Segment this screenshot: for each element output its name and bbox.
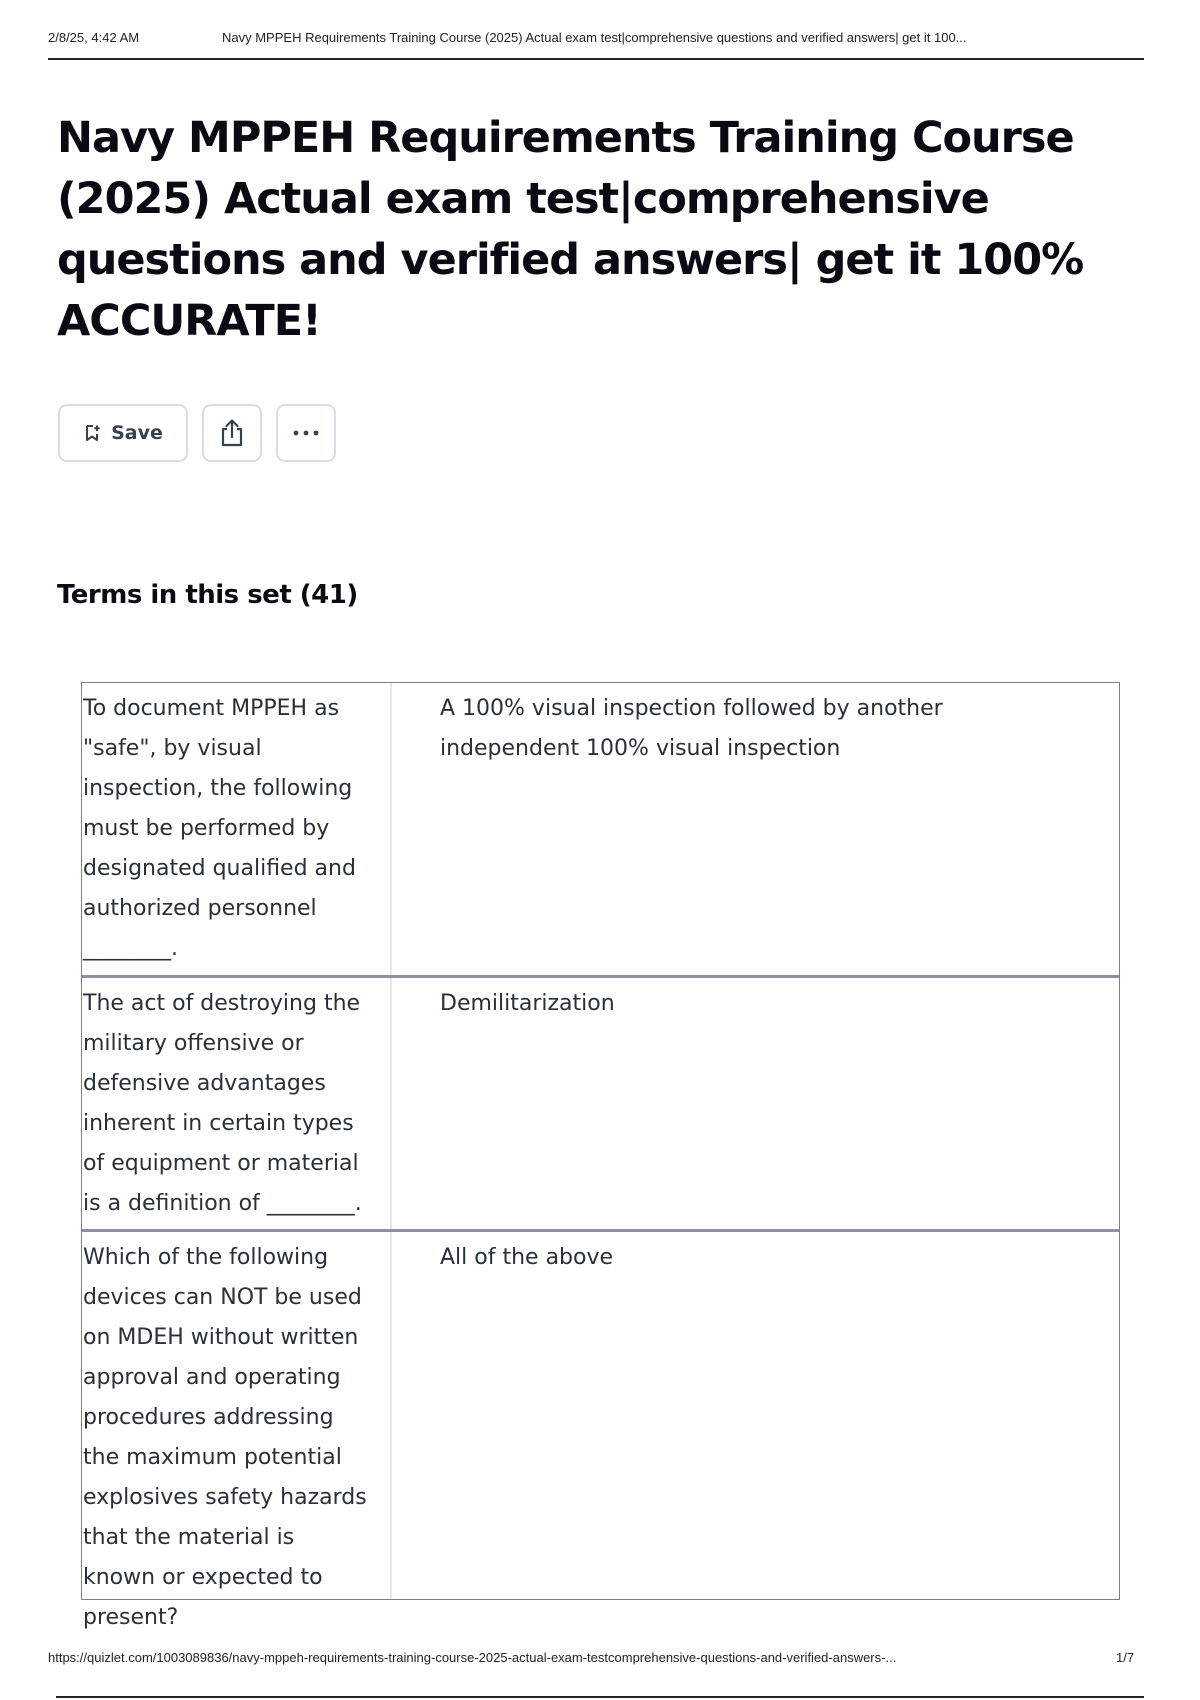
definition-text: Demilitarization bbox=[440, 991, 615, 1016]
term-row bbox=[82, 1229, 1119, 1630]
save-button-label: Save bbox=[111, 422, 163, 444]
term-text: The act of destroying the military offensive or defensive advantages inherent in certain types of equipment or material is a definition of ________. bbox=[82, 978, 392, 1229]
term-row bbox=[82, 975, 1119, 1229]
print-header bbox=[48, 30, 1144, 60]
definition-text: All of the above bbox=[440, 1245, 614, 1270]
terms-heading bbox=[57, 580, 358, 610]
print-datetime: 2/8/25, 4:42 AM bbox=[48, 30, 140, 45]
term-text: Which of the following devices can NOT be used on MDEH without written approval and operating procedures addressing the maximum potential explosives safety hazards that the material is known or expected to present? bbox=[82, 1232, 392, 1599]
share-icon bbox=[218, 418, 246, 448]
more-options-button[interactable] bbox=[276, 404, 336, 462]
share-button[interactable] bbox=[202, 404, 262, 462]
save-button[interactable] bbox=[58, 404, 188, 462]
set-actions bbox=[58, 404, 336, 462]
term-text: To document MPPEH as "safe", by visual inspection, the following must be performed by designated qualified and authorized personnel ________. bbox=[82, 683, 392, 975]
page-title: Navy MPPEH Requirements Training Course (2025) Actual exam test|comprehensive questions and verified answers| get it 100% ACCURATE! bbox=[57, 113, 1084, 346]
print-footer bbox=[48, 1650, 1152, 1665]
more-horizontal-icon bbox=[292, 429, 320, 437]
terms-table bbox=[81, 682, 1120, 1630]
print-document-title: Navy MPPEH Requirements Training Course (2025) Actual exam test|comprehensive questions and verified answers| get it 100... bbox=[222, 30, 967, 45]
definition-text: A 100% visual inspection followed by another independent 100% visual inspection bbox=[440, 696, 943, 761]
term-row bbox=[82, 683, 1119, 975]
page-number: 1/7 bbox=[1116, 1650, 1135, 1665]
bookmark-plus-icon bbox=[83, 424, 101, 442]
terms-heading-text: Terms in this set (41) bbox=[57, 580, 358, 610]
print-url: https://quizlet.com/1003089836/navy-mppeh-requirements-training-course-2025-actual-exam-testcomprehensive-questions-and-verified-answers-... bbox=[48, 1650, 897, 1665]
footer-divider bbox=[56, 1696, 1144, 1698]
